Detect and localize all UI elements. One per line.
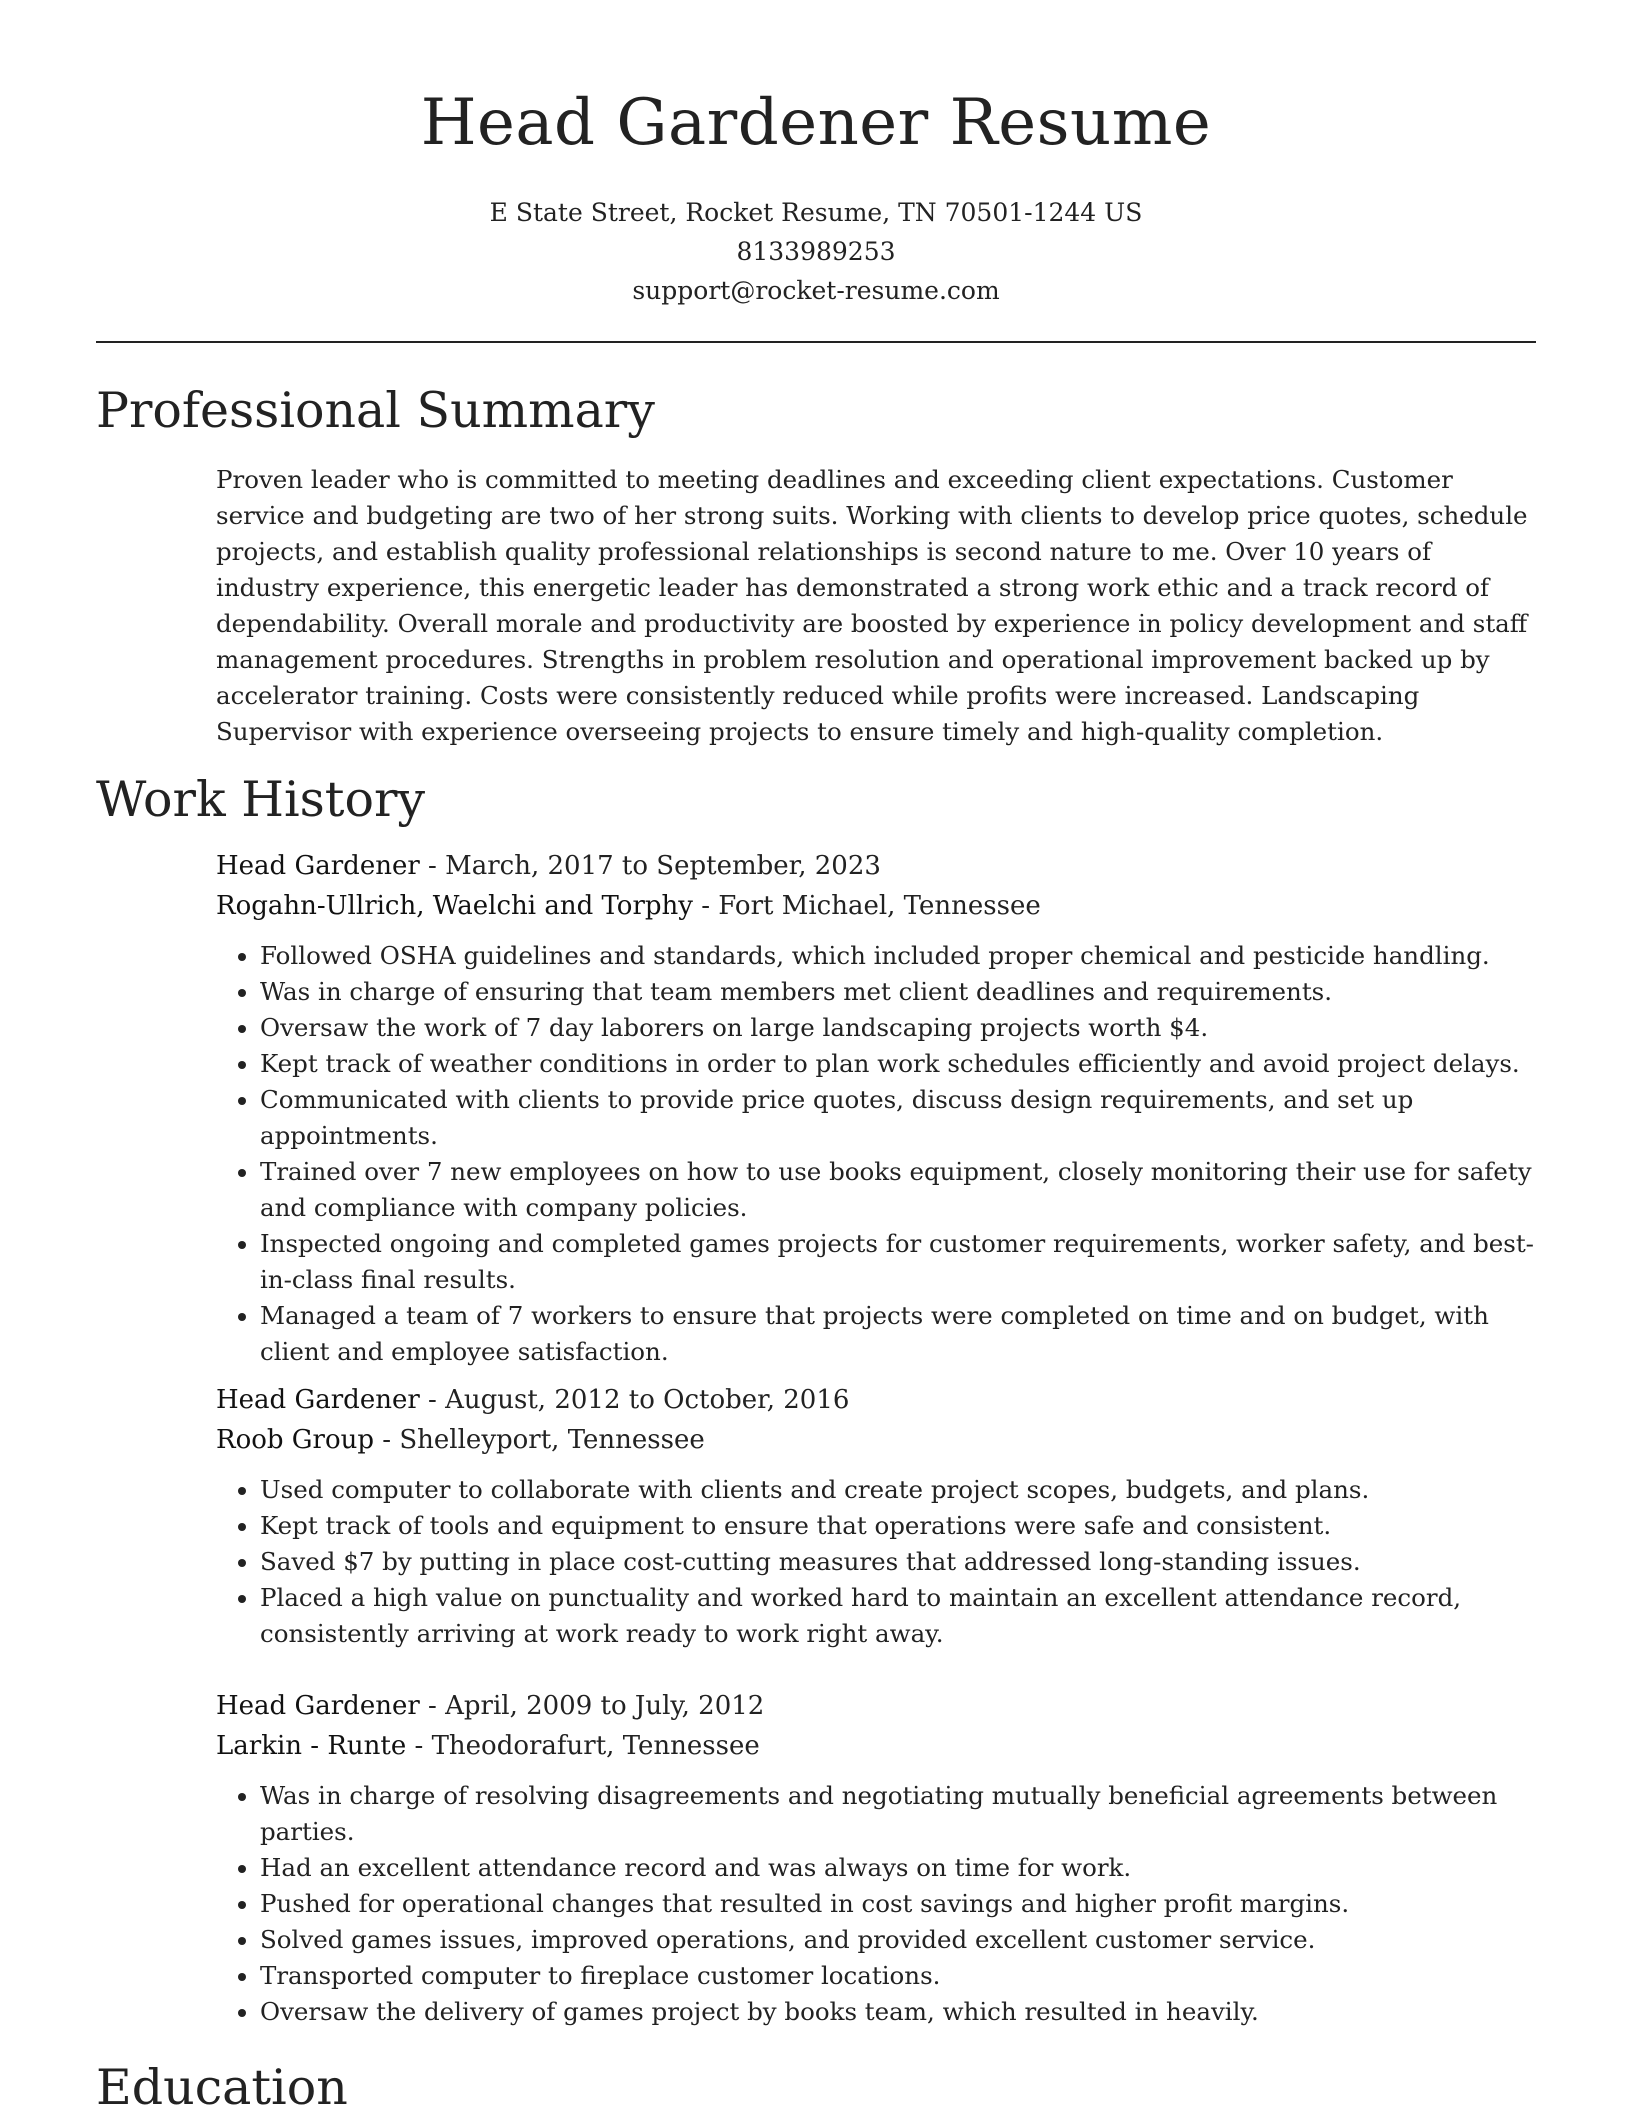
job-company-line	[216, 1420, 1536, 1460]
summary-text: Proven leader who is committed to meeting deadlines and exceeding client expectations. Customer service and budgeting are two of her strong suits. Working with clients to develop price quotes, schedule projects, and establish quality professional relationships is second nature to me. Over 10 years of industry experience, this energetic leader has demonstrated a strong work ethic and a track record of dependability. Overall morale and productivity are boosted by experience in policy development and staff management procedures. Strengths in problem resolution and operational improvement backed up by accelerator training. Costs were consistently reduced while profits were increased. Landscaping Supervisor with experience overseeing projects to ensure timely and high-quality completion.	[216, 465, 1528, 746]
job-bullet: • Managed a team of 7 workers to ensure that projects were completed on time and on budget, with client and employee satisfaction.	[260, 1298, 1536, 1370]
job-bullets	[216, 938, 1536, 1370]
contact-phone: 8133989253	[736, 237, 896, 266]
job-separator: -	[406, 1731, 432, 1761]
job-role: Head Gardener	[216, 1691, 420, 1721]
job-bullets	[216, 1778, 1536, 2030]
job-bullet: • Pushed for operational changes that resulted in cost savings and higher profit margins.	[260, 1886, 1536, 1922]
job-bullet: • Saved $7 by putting in place cost-cutting measures that addressed long-standing issues.	[260, 1544, 1536, 1580]
section-title-work-history: Work History	[96, 771, 426, 828]
job-bullet: • Solved games issues, improved operations, and provided excellent customer service.	[260, 1922, 1536, 1958]
header-divider	[96, 341, 1536, 343]
job-bullet: • Oversaw the delivery of games project by books team, which resulted in heavily.	[260, 1994, 1536, 2030]
job-location: Theodorafurt, Tennessee	[431, 1731, 760, 1761]
job-dates: March, 2017 to September, 2023	[445, 851, 881, 881]
job-company-line	[216, 886, 1536, 926]
job-bullet: • Transported computer to fireplace customer locations.	[260, 1958, 1536, 1994]
job-bullet: • Followed OSHA guidelines and standards, which included proper chemical and pesticide handling.	[260, 938, 1536, 974]
job-bullet: • Inspected ongoing and completed games projects for customer requirements, worker safety, and best-in-class final results.	[260, 1226, 1536, 1298]
job-separator: -	[374, 1425, 400, 1455]
job-title-line	[216, 1380, 1536, 1420]
job-bullet: • Was in charge of resolving disagreements and negotiating mutually beneficial agreements between parties.	[260, 1778, 1536, 1850]
job-bullet: • Kept track of weather conditions in order to plan work schedules efficiently and avoid project delays.	[260, 1046, 1536, 1082]
job-entry	[216, 846, 1536, 1370]
job-dates: April, 2009 to July, 2012	[445, 1691, 765, 1721]
job-bullet: • Oversaw the work of 7 day laborers on large landscaping projects worth $4.	[260, 1010, 1536, 1046]
job-location: Fort Michael, Tennessee	[718, 891, 1041, 921]
contact-block	[0, 193, 1632, 310]
job-title-line	[216, 846, 1536, 886]
job-separator: -	[692, 891, 719, 921]
job-company: Larkin - Runte	[216, 1731, 407, 1761]
job-separator: -	[419, 1691, 446, 1721]
job-bullet: • Kept track of tools and equipment to ensure that operations were safe and consistent.	[260, 1508, 1536, 1544]
job-company-line	[216, 1726, 1536, 1766]
job-location: Shelleyport, Tennessee	[399, 1425, 705, 1455]
job-company: Rogahn-Ullrich, Waelchi and Torphy	[216, 891, 693, 921]
contact-address: E State Street, Rocket Resume, TN 70501-1244 US	[489, 198, 1143, 227]
contact-email: support@rocket-resume.com	[632, 276, 1000, 305]
job-entry	[216, 1380, 1536, 1652]
resume-title: Head Gardener Resume	[420, 86, 1212, 160]
job-role: Head Gardener	[216, 1385, 420, 1415]
job-bullet: • Used computer to collaborate with clients and create project scopes, budgets, and plans.	[260, 1472, 1536, 1508]
job-entry	[216, 1686, 1536, 2030]
job-role: Head Gardener	[216, 851, 420, 881]
job-bullet: • Had an excellent attendance record and was always on time for work.	[260, 1850, 1536, 1886]
section-title-education: Education	[96, 2059, 348, 2116]
section-title-summary: Professional Summary	[96, 382, 655, 439]
job-separator: -	[419, 851, 446, 881]
job-bullet: • Trained over 7 new employees on how to use books equipment, closely monitoring their use for safety and compliance with company policies.	[260, 1154, 1536, 1226]
job-title-line	[216, 1686, 1536, 1726]
job-bullet: • Communicated with clients to provide price quotes, discuss design requirements, and set up appointments.	[260, 1082, 1536, 1154]
job-bullet: • Placed a high value on punctuality and worked hard to maintain an excellent attendance record, consistently arriving at work ready to work right away.	[260, 1580, 1536, 1652]
job-company: Roob Group	[216, 1425, 375, 1455]
job-separator: -	[419, 1385, 446, 1415]
job-bullet: • Was in charge of ensuring that team members met client deadlines and requirements.	[260, 974, 1536, 1010]
job-bullets	[216, 1472, 1536, 1652]
job-dates: August, 2012 to October, 2016	[445, 1385, 850, 1415]
